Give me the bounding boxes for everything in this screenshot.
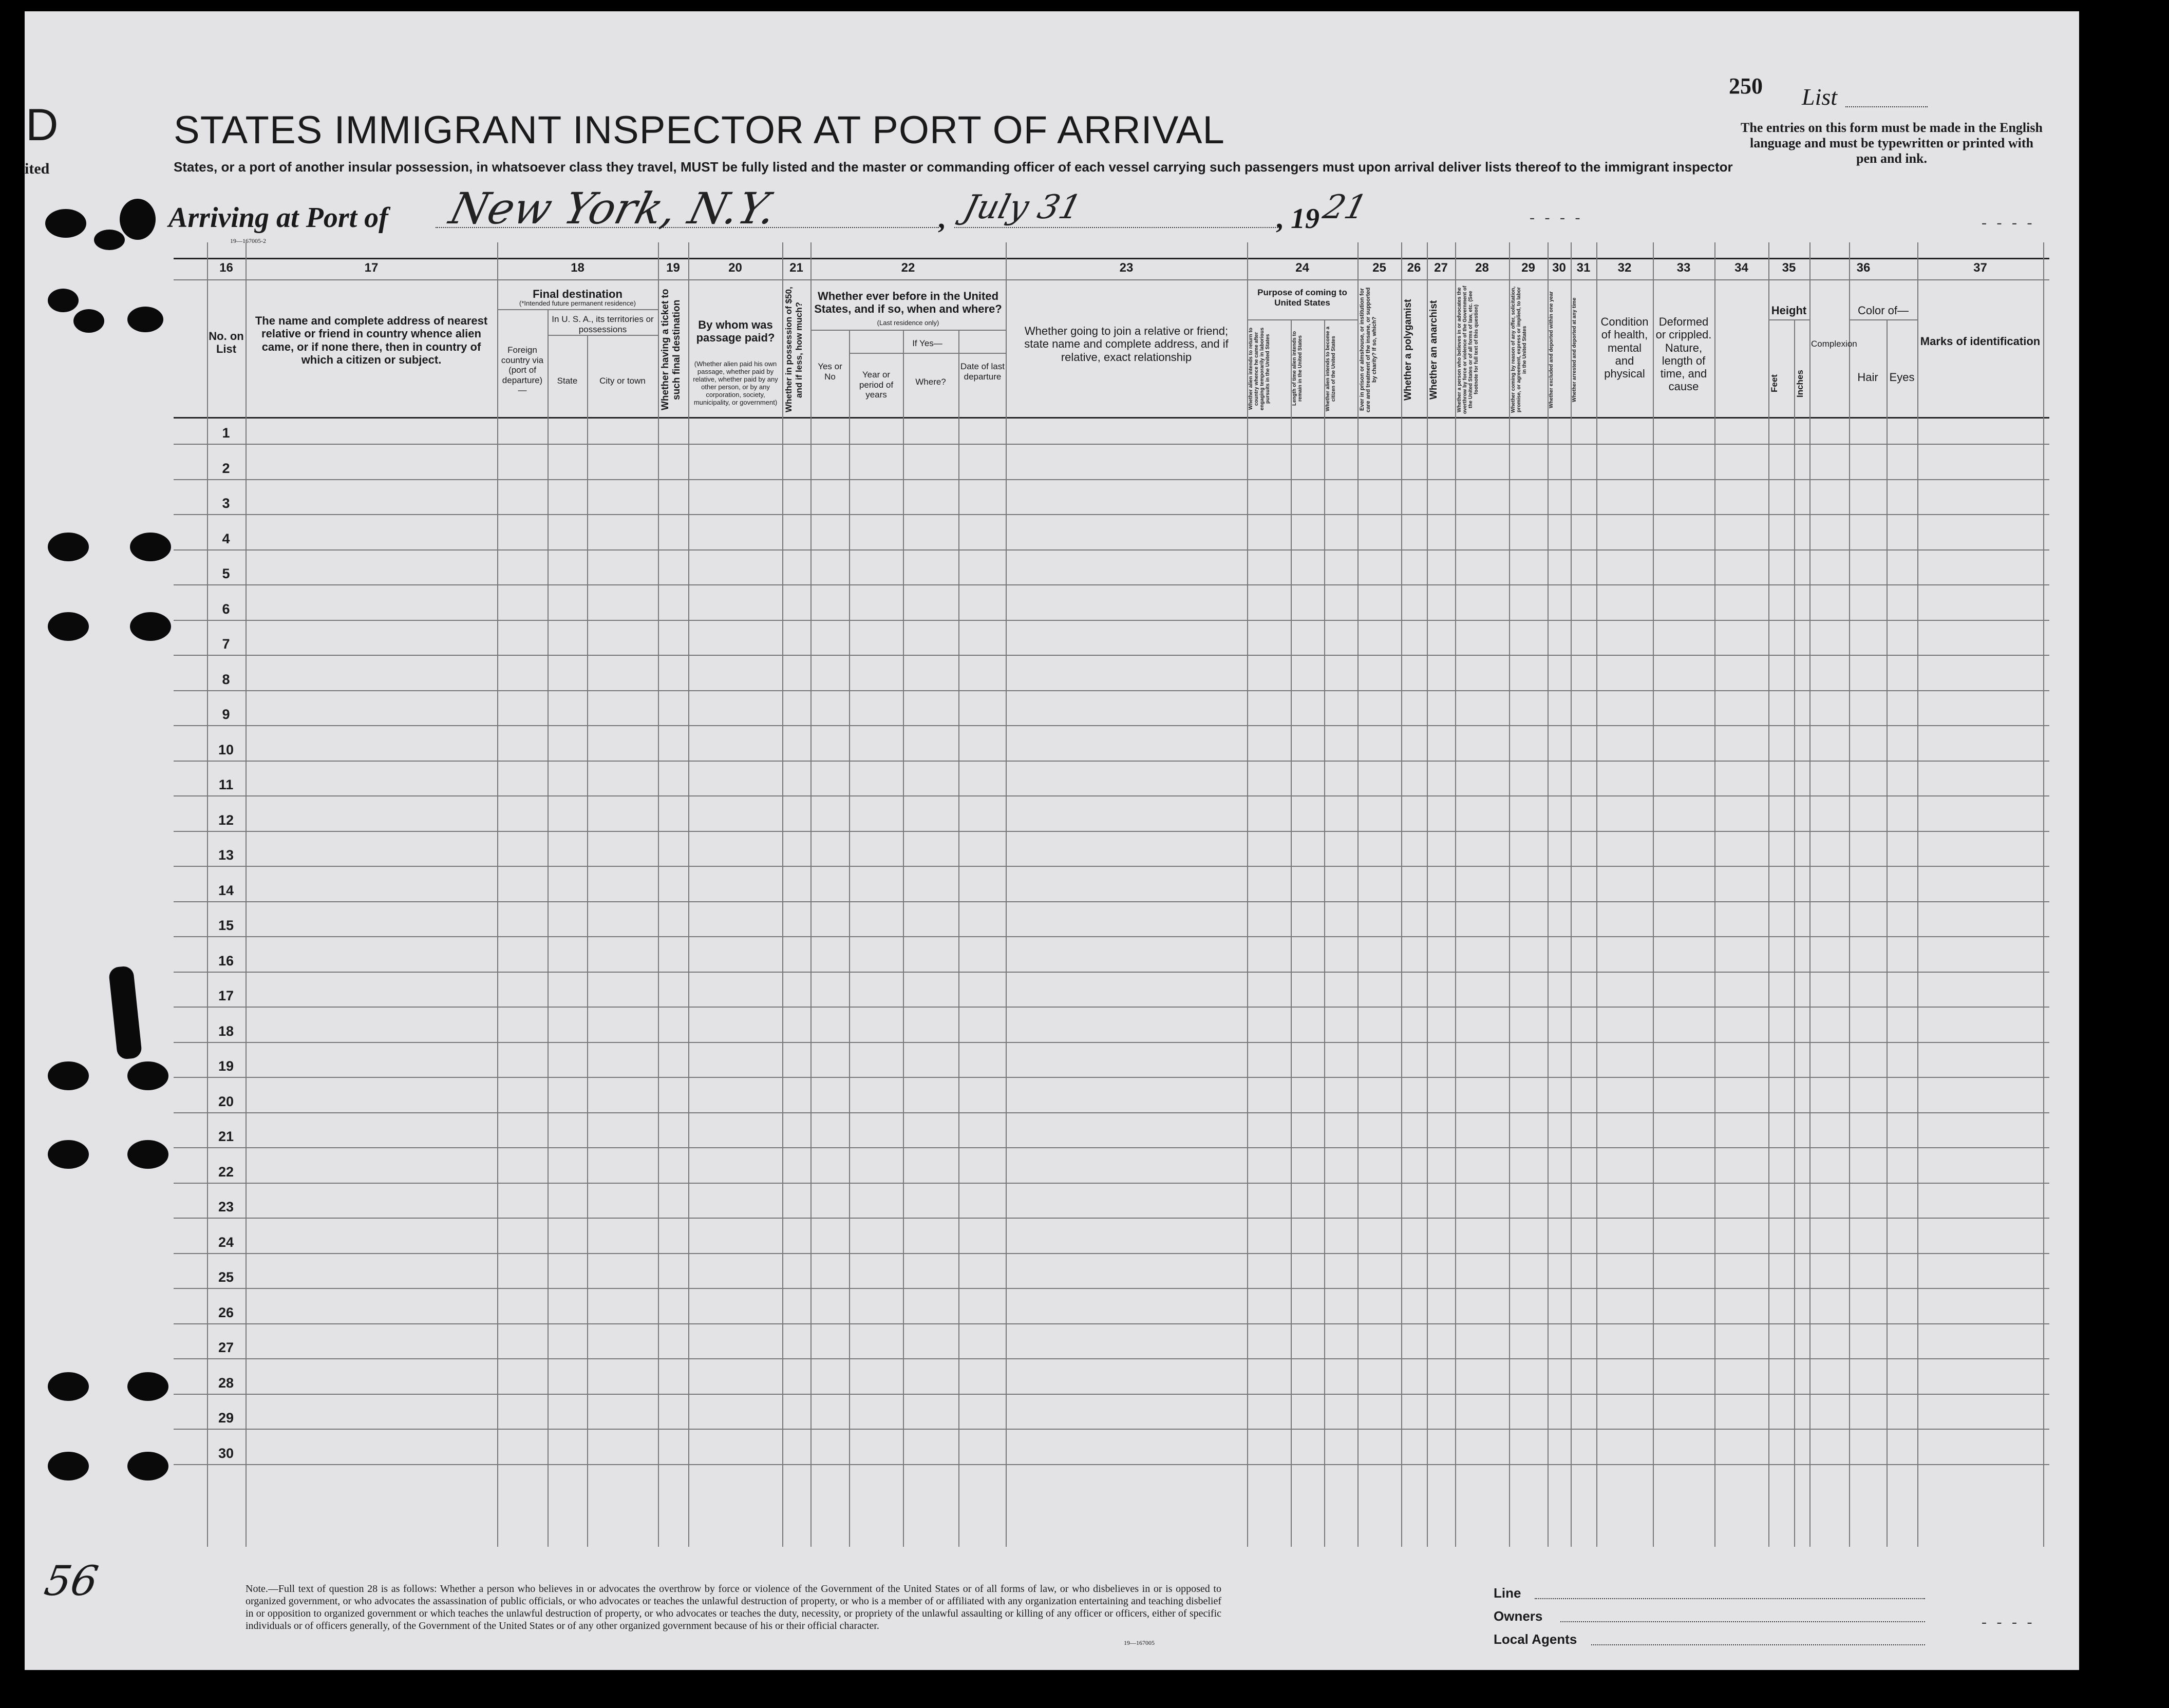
col-line: [810, 242, 812, 1547]
row-number: 29: [218, 1410, 234, 1426]
col-line: [1548, 242, 1549, 1547]
punch-hole: [127, 1372, 168, 1401]
header-hair: Hair: [1857, 371, 1878, 384]
subhead-line: [1768, 319, 1809, 320]
punch-hole: [48, 533, 89, 561]
owners-label: Owners: [1494, 1608, 1543, 1624]
col-line: [1427, 242, 1428, 1547]
row-number: 18: [218, 1023, 234, 1039]
row-number: 13: [218, 847, 234, 863]
colnum-29: 29: [1521, 261, 1535, 275]
punch-hole: [48, 1452, 89, 1481]
col-line: [688, 242, 689, 1547]
list-number: 250: [1729, 73, 1763, 99]
row-number: 16: [218, 953, 234, 969]
footnote-question-28: Note.—Full text of question 28 is as follows: Whether a person who believes in or advocates the overthrow by force or violence of the Government of the United States or of all forms of law, or who disbelieves in or is opposed to organized government, or who advocates the assassination of public officials, or who advocates or teaches the unlawful destruction of property, or who is a member of or affiliated with any organization entertaining and teaching disbelief in or opposition to organized government or which teaches the unlawful destruction of property, or who advocates or teaches the duty, necessity, or propriety of the unlawful assaulting or killing of any officer or officers, either of specific individuals or of officers generally, of the Government of the United States or of any other organized government because of his or their official character.: [246, 1583, 1221, 1631]
punch-hole: [48, 289, 79, 312]
header-date-departure: Date of last departure: [960, 362, 1005, 382]
punch-hole: [73, 309, 104, 333]
line-underline: [1535, 1598, 1925, 1599]
ink-blot: [108, 965, 143, 1060]
row-number: 24: [218, 1234, 234, 1250]
colnum-34: 34: [1734, 261, 1748, 275]
col-line: [658, 242, 659, 1547]
header-height: Height: [1771, 304, 1807, 317]
header-purpose: Purpose of coming to United States: [1257, 288, 1347, 308]
colnum-31: 31: [1576, 261, 1591, 275]
punch-hole: [94, 230, 125, 250]
colnum-33: 33: [1676, 261, 1691, 275]
subhead-line: [849, 353, 1006, 354]
col-line: [1596, 242, 1597, 1547]
col-line: [1357, 242, 1359, 1547]
col-line: [1291, 319, 1292, 1547]
row-number: 8: [222, 671, 230, 687]
header-inches: Inches: [1795, 370, 1805, 397]
date-handwritten: July 31: [959, 188, 1085, 226]
colnum-22: 22: [901, 261, 915, 275]
colnum-27: 27: [1434, 261, 1448, 275]
header-nearest-relative: The name and complete address of nearest relative or friend in country whence alien came, or if none there, then in country of which a citizen or subject.: [255, 314, 488, 366]
header-polygamist: Whether a polygamist: [1403, 299, 1413, 401]
form-number: 19—167005: [1124, 1639, 1155, 1646]
col-line: [1917, 242, 1918, 1547]
statute-line: States, or a port of another insular possession, in whatsoever class they travel, MUST be fully listed and the master or commanding officer of each vessel carrying such passengers must upon arrival deliver lists thereof to the immigrant inspector: [174, 159, 1733, 175]
col-line: [1794, 319, 1795, 1547]
row-number: 15: [218, 918, 234, 933]
header-purpose-a: Whether alien intends to return to country whence he came after engaging temporarily in laborious pursuits in the United States: [1248, 327, 1271, 410]
header-passage-paid: By whom was passage paid?: [696, 318, 775, 345]
row-number: 10: [218, 742, 234, 757]
row-number: 3: [222, 496, 230, 511]
col-line: [1247, 242, 1248, 1547]
year-prefix: 19: [1291, 203, 1319, 235]
date-underline: [954, 227, 1278, 228]
header-ever-before-us: Whether ever before in the United States, and if so, when and where?: [814, 290, 1002, 316]
header-yes-or-no: Yes or No: [818, 362, 842, 382]
colnum-32: 32: [1617, 261, 1632, 275]
col-line: [1006, 242, 1007, 1547]
comma-1: ,: [938, 203, 945, 235]
row-number: 25: [218, 1269, 234, 1285]
col-line: [1571, 242, 1572, 1547]
punch-hole: [120, 199, 156, 240]
col-line: [587, 335, 588, 1547]
row-number: 26: [218, 1304, 234, 1320]
header-foreign-country: Foreign country via (port of departure)—: [501, 345, 544, 395]
col-line: [497, 242, 498, 1547]
colnum-24: 24: [1295, 261, 1309, 275]
margin-handwritten-number: 56: [41, 1557, 102, 1605]
header-purpose-c: Whether alien intends to become a citizen of the United States: [1325, 326, 1336, 411]
colnum-21: 21: [789, 261, 803, 275]
row-number: 21: [218, 1129, 234, 1144]
header-no-on-list: No. on List: [209, 330, 244, 356]
owners-underline: [1560, 1621, 1925, 1622]
col-line: [246, 242, 247, 1547]
header-purpose-b: Length of time alien intends to remain in the United States: [1292, 331, 1303, 406]
header-join-relative: Whether going to join a relative or friend; state name and complete address, and if relative, exact relationship: [1024, 325, 1229, 364]
local-agents-underline: [1591, 1644, 1925, 1645]
subhead-line: [548, 335, 658, 336]
col-line: [548, 309, 549, 1547]
punch-hole: [127, 1140, 168, 1169]
row-number: 1: [222, 425, 230, 441]
punch-hole: [130, 612, 171, 641]
dash-marks-2: - - - -: [1982, 214, 2035, 231]
header-final-destination-note: (*Intended future permanent residence): [519, 299, 636, 307]
punch-hole: [48, 1061, 89, 1090]
header-feet: Feet: [1769, 374, 1779, 393]
punch-hole: [127, 1452, 168, 1481]
year-handwritten: 21: [1319, 188, 1371, 226]
colnum-25: 25: [1372, 261, 1386, 275]
col-line: [849, 330, 850, 1547]
header-prison: Ever in prison or almshouse, or institution for care and treatment of the insane, or supported by charity? If so, which?: [1359, 287, 1378, 412]
row-number: 17: [218, 988, 234, 1003]
row-number: 20: [218, 1093, 234, 1109]
local-agents-label: Local Agents: [1494, 1631, 1577, 1647]
col-line: [1509, 242, 1510, 1547]
row-number: 4: [222, 530, 230, 546]
header-fifty-dollars: Whether in possession of $50, and if less, how much?: [784, 287, 804, 413]
row-number: 14: [218, 882, 234, 898]
row-number: 9: [222, 707, 230, 722]
arriving-label: Arriving at Port of: [168, 202, 388, 234]
header-passage-note: (Whether alien paid his own passage, whether paid by relative, whether paid by any other person, or by any corporation, society, municipality, or government): [693, 360, 778, 406]
header-city: City or town: [599, 376, 646, 386]
header-arrested: Whether arrested and deported at any time: [1572, 297, 1577, 402]
col-line: [1401, 242, 1402, 1547]
punch-hole: [127, 1061, 168, 1090]
manifest-table: [174, 242, 2049, 1547]
punch-hole: [48, 1372, 89, 1401]
row-number: 2: [222, 460, 230, 476]
row-number: 30: [218, 1445, 234, 1461]
col-line: [1768, 242, 1769, 1547]
col-line: [1809, 242, 1810, 1547]
colnum-36: 36: [1856, 261, 1871, 275]
row-number: 5: [222, 566, 230, 581]
colnum-20: 20: [728, 261, 742, 275]
colnum-30: 30: [1552, 261, 1566, 275]
colnum-23: 23: [1119, 261, 1134, 275]
row-number: 28: [218, 1375, 234, 1391]
instructions-text: The entries on this form must be made in the English language and must be typewritten or printed with pen and ink.: [1741, 120, 2043, 166]
header-state: State: [557, 376, 578, 386]
row-number: 19: [218, 1058, 234, 1074]
header-condition-health: Condition of health, mental and physical: [1600, 315, 1649, 381]
line-label: Line: [1494, 1585, 1521, 1601]
punch-hole: [45, 209, 86, 238]
col-line: [782, 242, 783, 1547]
colnum-37: 37: [1973, 261, 1987, 275]
header-if-yes: If Yes—: [912, 338, 942, 348]
header-eyes: Eyes: [1889, 371, 1915, 384]
subhead-line: [1849, 319, 1917, 320]
col-line: [903, 330, 904, 1547]
port-handwritten: New York, N.Y.: [444, 183, 782, 234]
row-number: 22: [218, 1164, 234, 1180]
punch-hole: [130, 533, 171, 561]
colnum-18: 18: [571, 261, 584, 275]
header-marks-identification: Marks of identification: [1920, 335, 2041, 348]
header-complexion: Complexion: [1811, 339, 1857, 349]
dash-marks: - - - -: [1530, 209, 1583, 226]
header-ticket: Whether having a ticket to such final destination: [660, 289, 682, 411]
header-color-of: Color of—: [1857, 304, 1909, 317]
col-line: [1653, 242, 1654, 1547]
col-line: [1887, 319, 1888, 1547]
row-number: 12: [218, 812, 234, 828]
row-number: 6: [222, 601, 230, 617]
subhead-line: [497, 309, 658, 310]
page-title: STATES IMMIGRANT INSPECTOR AT PORT OF ARRIVAL: [174, 108, 1225, 152]
colnum-28: 28: [1475, 261, 1489, 275]
comma-2: ,: [1276, 203, 1283, 235]
colnum-19: 19: [666, 261, 680, 275]
col-line: [1455, 242, 1456, 1547]
list-underline: [1845, 106, 1928, 107]
subhead-line: [810, 330, 1006, 331]
header-ever-before-note: (Last residence only): [877, 319, 939, 327]
row-number: 27: [218, 1340, 234, 1355]
punch-hole: [127, 307, 163, 332]
header-year-period: Year or period of years: [859, 370, 894, 400]
col-line: [1324, 319, 1325, 1547]
header-excluded: Whether excluded and deported within one year: [1549, 291, 1554, 408]
subhead-line: [1247, 319, 1357, 320]
punch-hole: [48, 612, 89, 641]
punch-hole: [48, 1140, 89, 1169]
row-number: 23: [218, 1199, 234, 1214]
manifest-sheet: [25, 11, 2079, 1670]
col-line: [207, 242, 208, 1547]
row-number: 7: [222, 636, 230, 652]
list-label: List: [1802, 84, 1838, 110]
header-deformed: Deformed or crippled. Nature, length of time, and cause: [1655, 315, 1712, 393]
col-line: [958, 330, 959, 1547]
col-line: [1714, 242, 1715, 1547]
header-anarchist: Whether an anarchist: [1428, 300, 1439, 400]
header-in-usa: In U. S. A., its territories or possessions: [552, 314, 654, 334]
header-final-destination: Final destination: [533, 288, 623, 300]
header-where: Where?: [915, 377, 946, 387]
left-edge-fragment: D: [26, 99, 59, 150]
row-number: 11: [218, 777, 234, 792]
left-edge-fragment-2: ited: [25, 160, 50, 177]
header-question-28: Whether a person who believes in or advocates the overthrow by force or violence of the Government of the United States or of all forms of law, etc. (See footnote for full text of this question): [1457, 286, 1479, 414]
colnum-35: 35: [1782, 261, 1796, 275]
header-offer-labor: Whether coming by reason of any offer, solicitation, promise, or agreement, express or implied, to labor in the United States: [1511, 286, 1527, 413]
colnum-16: 16: [219, 261, 233, 275]
colnum-26: 26: [1407, 261, 1421, 275]
dash-marks-3: - - - -: [1982, 1614, 2035, 1630]
colnum-17: 17: [364, 261, 379, 275]
col-line: [1849, 242, 1850, 1547]
form-number-small: 19—167005-2: [230, 237, 266, 244]
col-line: [2043, 242, 2044, 1547]
